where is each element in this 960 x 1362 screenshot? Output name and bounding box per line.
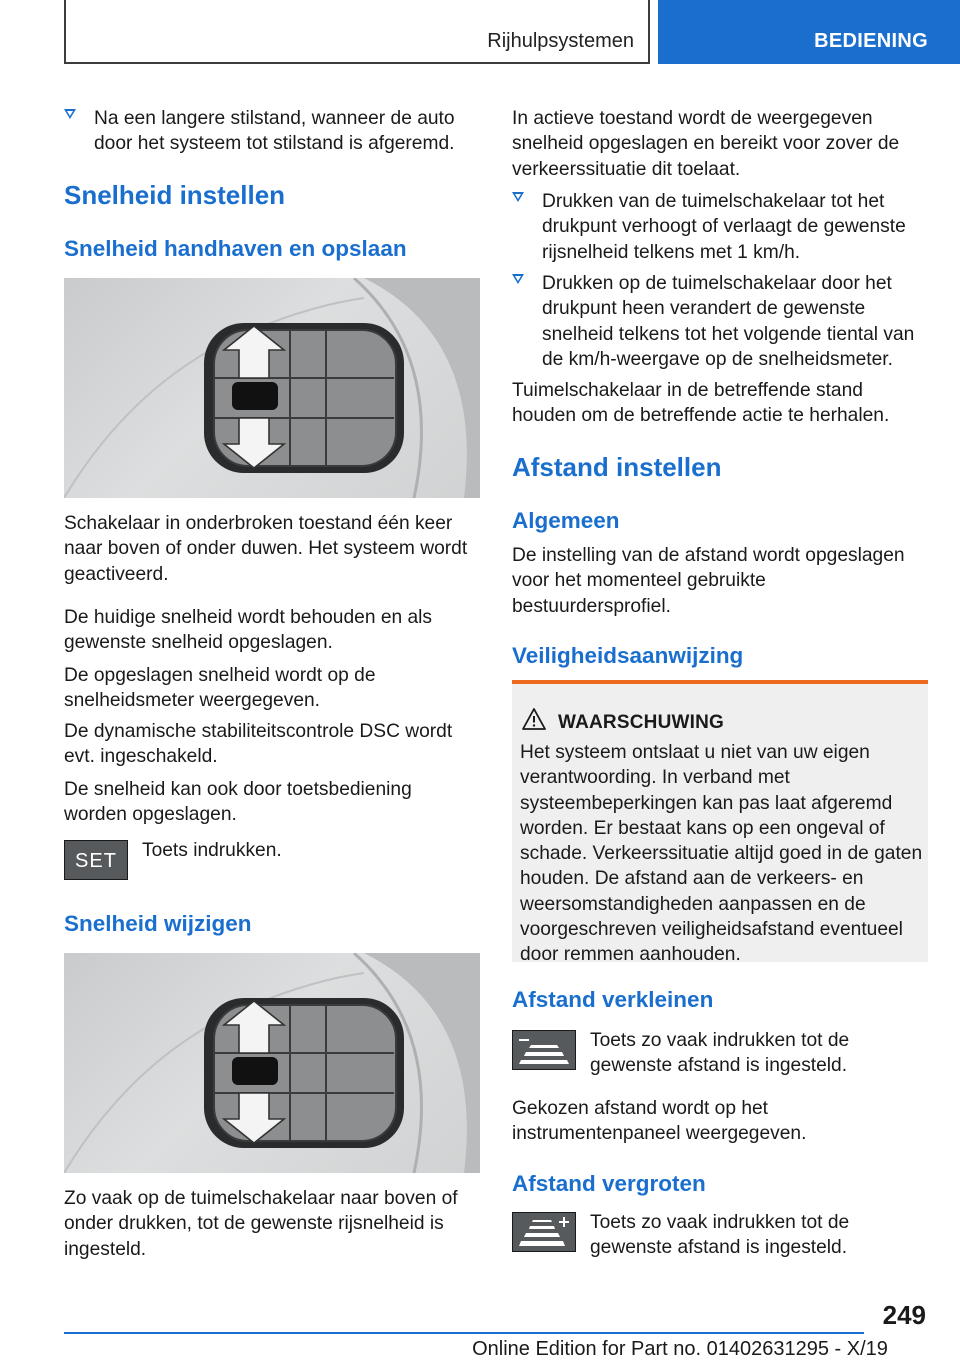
- paragraph: De huidige snelheid wordt behouden en als gewenste snelheid opgeslagen.: [64, 607, 433, 654]
- list-item: [64, 106, 480, 157]
- triangle-bullet-icon: [512, 274, 524, 284]
- paragraph: De instelling van de afstand wordt opgeslagen voor het momenteel gebruikte bestuurdersprofiel.: [512, 545, 905, 617]
- warning-box: [512, 680, 928, 966]
- heading-speed-change: Snelheid wijzigen: [64, 911, 252, 936]
- steering-wheel-switch-illustration: [64, 278, 480, 498]
- footer-divider: [64, 1332, 864, 1334]
- bullet-text: Na een langere stilstand, wanneer de auto door het systeem tot stilstand is afgeremd.: [94, 108, 455, 155]
- list-item: [512, 189, 928, 265]
- warning-text: Het systeem ontslaat u niet van uw eigen verantwoording. In verband met systeembeperkingen kan pas laat afgeremd worden. Er bestaat kans op een ongeval of schade. Verkeerssituatie altijd goed in de gaten houden. De afstand aan de verkeers- en weersomstandigheden aanpassen en de voorgeschreven veiligheidsafstand eventueel door remmen aanhouden.: [520, 742, 923, 966]
- steering-wheel-image-1: [64, 278, 480, 498]
- paragraph: In actieve toestand wordt de weergegeven snelheid opgeslagen en bereikt voor zover de verkeerssituatie dit toelaat.: [512, 108, 900, 180]
- decrease-instruction: Toets zo vaak indrukken tot de gewenste afstand is ingesteld.: [590, 1030, 850, 1077]
- header-chapter-tab: [658, 0, 960, 64]
- paragraph: Tuimelschakelaar in de betreffende stand houden om de betreffende actie te herhalen.: [512, 380, 890, 427]
- set-button-icon: [64, 840, 128, 880]
- paragraph: Zo vaak op de tuimelschakelaar naar boven of onder drukken, tot de gewenste rijsnelheid is ingesteld.: [64, 1188, 458, 1260]
- triangle-bullet-icon: [512, 192, 524, 202]
- heading-distance-increase: Afstand vergroten: [512, 1171, 706, 1196]
- increase-instruction: Toets zo vaak indrukken tot de gewenste afstand is ingesteld.: [590, 1212, 850, 1259]
- paragraph: De opgeslagen snelheid wordt op de snelheidsmeter weergegeven.: [64, 665, 376, 712]
- bullet-text: Drukken van de tuimelschakelaar tot het drukpunt verhoogt of verlaagt de gewenste rijsnelheid telkens met 1 km/h.: [542, 191, 906, 263]
- header-section-title: Rijhulpsystemen: [487, 30, 634, 52]
- triangle-bullet-icon: [64, 109, 76, 119]
- set-instruction: Toets indrukken.: [142, 840, 282, 861]
- heading-speed-set: Snelheid instellen: [64, 180, 286, 210]
- page-number: 249: [882, 1300, 926, 1330]
- steering-wheel-image-2: [64, 953, 480, 1173]
- warning-triangle-icon: [522, 708, 546, 730]
- heading-general: Algemeen: [512, 508, 620, 533]
- heading-distance-set: Afstand instellen: [512, 452, 722, 482]
- header-chapter-title: BEDIENING: [814, 30, 928, 52]
- distance-increase-icon: [512, 1212, 576, 1252]
- footer-edition-text: Online Edition for Part no. 01402631295 - X/19: [472, 1338, 888, 1360]
- header-section-box: [64, 0, 650, 64]
- heading-safety: Veiligheidsaanwijzing: [512, 643, 744, 668]
- warning-title: WAARSCHUWING: [558, 712, 724, 733]
- footer-edition: [0, 1338, 960, 1361]
- list-item: [512, 271, 928, 372]
- paragraph: Gekozen afstand wordt op het instrumentenpaneel weergegeven.: [512, 1098, 807, 1145]
- steering-wheel-switch-illustration: [64, 953, 480, 1173]
- paragraph: De snelheid kan ook door toetsbediening worden opgeslagen.: [64, 779, 412, 826]
- set-icon-label: SET: [75, 850, 117, 872]
- paragraph: De dynamische stabiliteitscontrole DSC wordt evt. ingeschakeld.: [64, 721, 453, 768]
- heading-distance-decrease: Afstand verkleinen: [512, 987, 714, 1012]
- paragraph: Schakelaar in onderbroken toestand één keer naar boven of onder duwen. Het systeem wordt geactiveerd.: [64, 513, 468, 585]
- bullet-text: Drukken op de tuimelschakelaar door het drukpunt heen verandert de gewenste snelheid telkens tot het volgende tiental van de km/h-weergave op de snelheidsmeter.: [542, 273, 915, 370]
- heading-speed-keep: Snelheid handhaven en opslaan: [64, 236, 407, 261]
- distance-decrease-icon: [512, 1030, 576, 1070]
